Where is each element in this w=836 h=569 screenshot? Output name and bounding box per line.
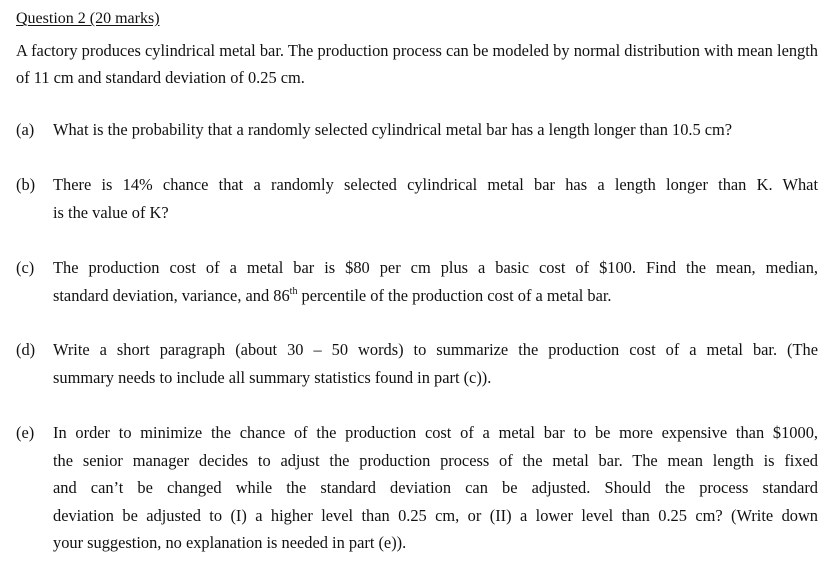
part-e-line-4: deviation be adjusted to (I) a higher level than 0.25 cm, or (II) a lower level than 0.25 cm? (Write down bbox=[53, 505, 818, 525]
ordinal-suffix: th bbox=[289, 285, 298, 297]
part-d bbox=[16, 336, 818, 391]
part-d-text bbox=[53, 336, 818, 391]
part-e-line-5: your suggestion, no explanation is needed in part (e)). bbox=[53, 533, 407, 552]
part-a bbox=[16, 116, 818, 144]
part-d-line-1: Write a short paragraph (about 30 – 50 words) to summarize the production cost of a metal bar. (The bbox=[53, 340, 818, 359]
question-intro: A factory produces cylindrical metal bar. The production process can be modeled by normal distribution with mean length of 11 cm and standard deviation of 0.25 cm. bbox=[16, 41, 818, 87]
part-c-line-2 bbox=[53, 282, 818, 310]
part-b-line-1: There is 14% chance that a randomly selected cylindrical metal bar has a length longer than K. What bbox=[53, 175, 818, 194]
part-a-line-1: What is the probability that a randomly selected cylindrical metal bar has a length longer than 10.5 cm? bbox=[53, 120, 733, 139]
question-heading: Question 2 (20 marks) bbox=[16, 10, 160, 27]
part-b-label: (b) bbox=[16, 175, 36, 194]
part-e-text bbox=[53, 419, 818, 557]
part-a-label: (a) bbox=[16, 120, 35, 139]
part-e bbox=[16, 419, 818, 557]
part-c-line-2-end: percentile of the production cost of a metal bar. bbox=[297, 285, 612, 305]
part-e-label: (e) bbox=[16, 423, 35, 442]
part-c-label: (c) bbox=[16, 258, 35, 277]
part-c-text bbox=[53, 254, 818, 309]
part-b bbox=[16, 171, 818, 226]
part-d-line-2: summary needs to include all summary statistics found in part (c)). bbox=[53, 367, 492, 387]
part-e-line-1: In order to minimize the chance of the production cost of a metal bar to be more expensive than $1000, bbox=[53, 423, 818, 442]
part-c-line-2-start: standard deviation, variance, and 86 bbox=[53, 285, 290, 305]
part-d-label: (d) bbox=[16, 340, 36, 359]
part-e-line-3: and can’t be changed while the standard deviation can be adjusted. Should the process standard bbox=[53, 478, 818, 497]
part-b-text bbox=[53, 171, 818, 226]
part-b-line-2: is the value of K? bbox=[53, 202, 169, 222]
part-c-line-1: The production cost of a metal bar is $80 per cm plus a basic cost of $100. Find the mean, median, bbox=[53, 258, 818, 277]
part-e-line-2: the senior manager decides to adjust the production process of the metal bar. The mean length is fixed bbox=[53, 450, 818, 470]
part-a-text bbox=[53, 116, 818, 144]
part-c bbox=[16, 254, 818, 309]
